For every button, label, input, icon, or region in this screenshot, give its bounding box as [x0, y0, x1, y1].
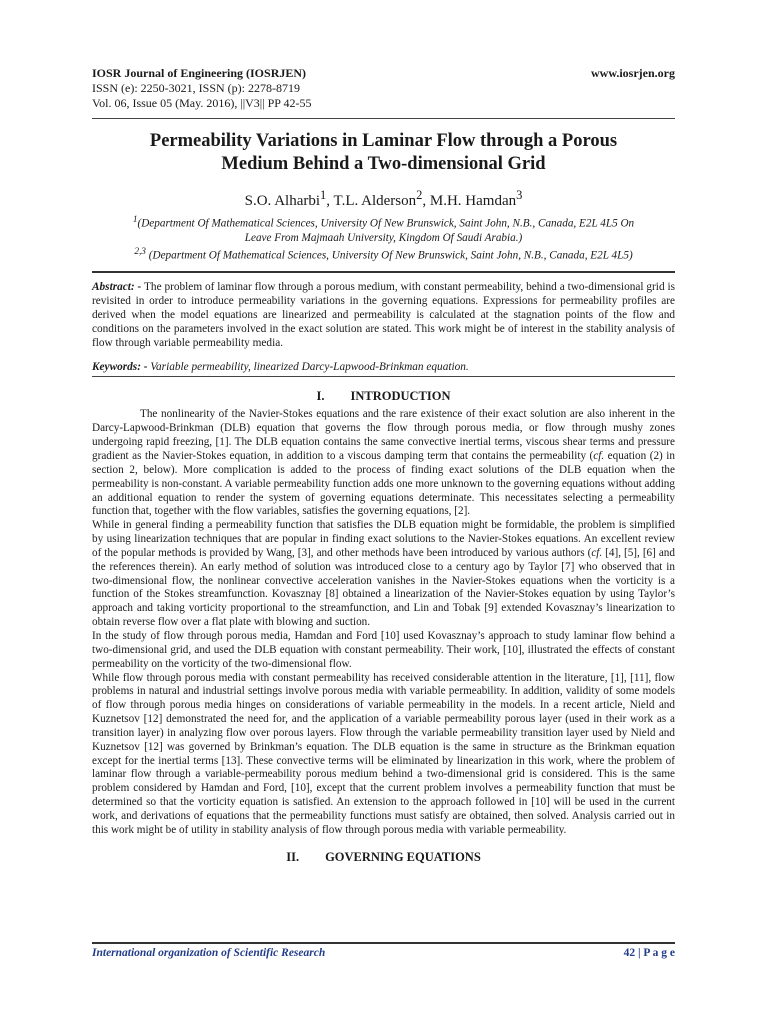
author-name: M.H. Hamdan	[429, 193, 517, 209]
section-title: GOVERNING EQUATIONS	[325, 849, 481, 864]
author-list: S.O. Alharbi$^1$, T.L. Alderson$^2$, M.H. Hamdan$^3$	[244, 188, 523, 209]
author-name: S.O. Alharbi	[244, 193, 321, 209]
issn-line: ISSN (e): 2250-3021, ISSN (p): 2278-8719	[92, 81, 300, 95]
author-superscript: 3	[516, 188, 523, 202]
abstract-section	[92, 271, 675, 377]
keywords-rule	[92, 376, 675, 377]
paragraph: In the study of flow through porous media, Hamdan and Ford [10] used Kovasznay’s approach to study laminar flow behind a two-dimensional grid, and used the DLB equation with constant permeability. Their work, [10], illustrated the effects of constant permeability on the vorticity of the two-dimensional flow.	[92, 629, 675, 670]
section-heading-introduction	[92, 389, 675, 404]
volume-line: Vol. 06, Issue 05 (May. 2016), ||V3|| PP 42-55	[92, 96, 312, 110]
affiliation-1-continued: Leave From Majmaah University, Kingdom Of Saudi Arabia.)	[244, 231, 523, 244]
affiliations	[92, 213, 675, 262]
section-number: I.	[316, 389, 325, 404]
citation-cf: cf.	[593, 450, 605, 462]
footer-rule	[92, 942, 675, 944]
section-heading-governing-equations	[92, 850, 675, 865]
abstract-label: Abstract: -	[92, 281, 142, 294]
affiliation-superscript: 2,3	[134, 246, 146, 257]
affiliation-2	[92, 245, 675, 263]
citation-cf: cf.	[591, 546, 603, 559]
journal-header	[92, 66, 675, 116]
footer-row	[92, 947, 675, 961]
keywords	[92, 360, 675, 374]
paragraph-text: [4], [5], [6] and the references therein). An early method of solution was introduced close to a century ago by Taylor [7] who observed that in two-dimensional flow, the nonlinear convective acceleration vanishes in the Navier-Stokes equations when the vorticity is a function of the Stokes streamfunction. Kovasznay [8] obtained a linearization of the Navier-Stokes equation by using Taylor’s approach and taking vorticity proportional to the streamfunction, and Lin and Tobak [9] extended Kovasznay’s linearization to obtain reverse flow over a flat plate with blowing and suction.	[92, 546, 675, 629]
header-rule	[92, 118, 675, 119]
footer-organization: International organization of Scientific Research	[92, 947, 326, 959]
paragraph: While flow through porous media with constant permeability has received considerable attention in the literature, [1], [11], flow problems in natural and industrial settings involve porous media with variable permeability. In addition, validity of some models of flow through porous media hinges on considerations of variable permeability in the models. In a recent article, Nield and Kuznetsov [12] demonstrated the need for, and the application of a variable permeability porous layer (used in their work as a transition layer) in analyzing flow over porous layers. Flow through the variable permeability transition layer used by Nield and Kuznetsov [12] was governed by Brinkman’s equation. The DLB equation is the same in structure as the Brinkman equation except for the inertial terms [13]. These convective terms will be eliminated by linearization in this work, where the problem of laminar flow through a variable-permeability porous medium behind a two-dimensional grid is considered. This is the same problem considered by Hamdan and Ford, [10], except that the current problem involves a permeability function that must be determined so that the vorticity equation is satisfied. An extension to the approach followed in [10] will be used in the current work, and derivations of equations that the permeability functions must satisfy are obtained, then solved. Analysis carried out in this work might be of utility in stability analysis of flow through porous media with variable permeability.	[92, 671, 675, 836]
author-superscript: 2	[416, 188, 423, 202]
affiliation-superscript: 1	[132, 215, 138, 225]
page-number: 42 | P a g e	[623, 947, 675, 959]
paragraph-text: The nonlinearity of the Navier-Stokes equations and the rare existence of their exact solution are also inherent in the Darcy-Lapwood-Brinkman (DLB) equation that governs the flow through porous media, or flow through mushy zones undergoing rapid freezing, [1]. The DLB equation contains the same convective inertial terms, viscous shear terms and pressure gradient as the Navier-Stokes equation, in addition to a viscous damping term that contains the permeability (	[92, 408, 675, 462]
abstract-top-rule	[92, 271, 675, 273]
introduction-body	[92, 408, 675, 837]
title-line-1: Permeability Variations in Laminar Flow through a Porous	[149, 131, 618, 151]
paper-title	[92, 130, 675, 176]
page-content	[92, 66, 675, 869]
affiliation-1	[92, 213, 675, 231]
journal-website[interactable]: www.iosrjen.org	[591, 66, 675, 80]
title-line-2: Medium Behind a Two-dimensional Grid	[221, 154, 546, 174]
journal-name: IOSR Journal of Engineering (IOSRJEN)	[92, 66, 307, 80]
affiliation-text: (Department Of Mathematical Sciences, University Of New Brunswick, Saint John, N.B., Canada, E2L 4L5)	[148, 249, 633, 262]
paragraph	[92, 408, 675, 519]
abstract-text: The problem of laminar flow through a porous medium, with constant permeability, behind a two-dimensional grid is revisited in order to introduce permeability variations in the governing equations. Expressions for permeability profiles are derived when the model equations are linearized and permeability is calculated at the stagnation points of the flow and conditions on the parameters involved in the exact solution are stated. This work might be of interest in the stability analysis of flow through variable permeability media.	[92, 281, 676, 350]
keywords-text: Variable permeability, linearized Darcy-Lapwood-Brinkman equation.	[150, 361, 469, 374]
keywords-label: Keywords: -	[92, 361, 148, 374]
author-superscript: 1	[320, 188, 327, 202]
paragraph-text: equation (2) in section 2, below). More complication is added to the process of finding exact solutions of the DLB equation when the permeability is non-constant. A variable permeability function adds one more unknown to the governing equations without adding an additional equation to render the system of governing equations determinate. This necessitates selecting a permeability function that, together with the flow variables, satisfies the governing equations, [2].	[92, 450, 675, 518]
section-number: II.	[286, 849, 300, 864]
page-footer	[92, 940, 675, 961]
author-name: T.L. Alderson	[333, 193, 417, 209]
paragraph	[92, 519, 675, 630]
affiliation-text: (Department Of Mathematical Sciences, University Of New Brunswick, Saint John, N.B., Canada, E2L 4L5 On	[137, 217, 635, 230]
paragraph-text: While in general finding a permeability function that satisfies the DLB equation might be formidable, the problem is simplified by using linearization techniques that are popular in finding exact solutions to the Navier-Stokes equations. An excellent review of the popular methods is provided by Wang, [3], and other methods have been introduced by various authors (	[92, 519, 675, 559]
section-title: INTRODUCTION	[350, 389, 451, 404]
abstract	[92, 280, 675, 350]
